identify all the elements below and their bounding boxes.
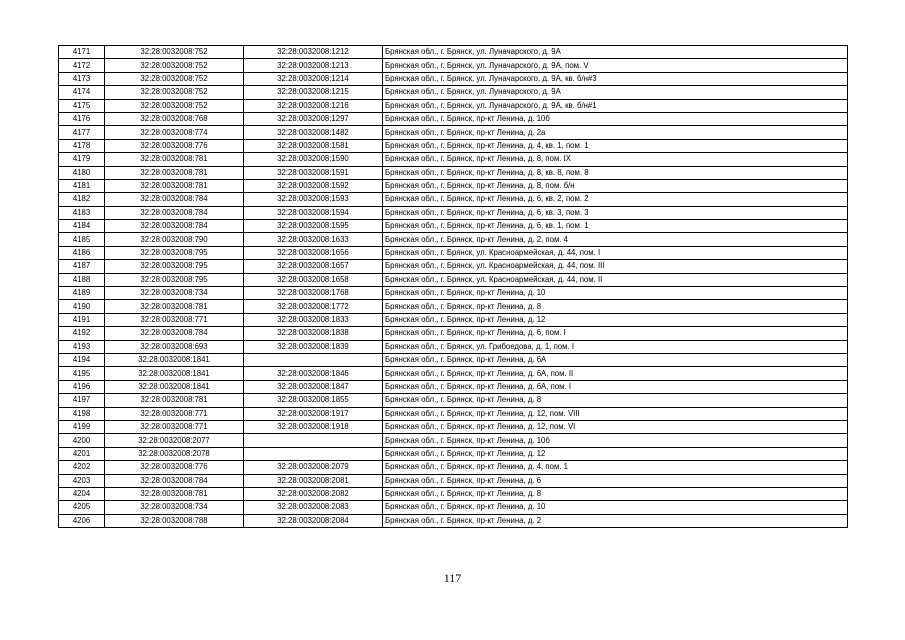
cell-address: Брянская обл., г. Брянск, пр-кт Ленина, д. 8, пом. IX	[383, 153, 848, 166]
table-row	[59, 206, 848, 219]
cell-address: Брянская обл., г. Брянск, пр-кт Ленина, д. 2	[383, 514, 848, 527]
table-row	[59, 86, 848, 99]
table-row	[59, 487, 848, 500]
table-row	[59, 153, 848, 166]
table-row	[59, 461, 848, 474]
cell-cadastral-number: 32:28:0032008:1593	[244, 193, 383, 206]
cell-address: Брянская обл., г. Брянск, пр-кт Ленина, д. 6, пом. I	[383, 327, 848, 340]
cell-cadastral-number: 32:28:0032008:1768	[244, 287, 383, 300]
cell-cadastral-number: 32:28:0032008:1594	[244, 206, 383, 219]
cell-address: Брянская обл., г. Брянск, ул. Красноармейская, д. 44, пом. III	[383, 260, 848, 273]
page-number: 117	[443, 571, 462, 585]
cell-address: Брянская обл., г. Брянск, пр-кт Ленина, д. 6, кв. 3, пом. 3	[383, 206, 848, 219]
cell-row-number: 4206	[59, 514, 105, 527]
cell-row-number: 4194	[59, 353, 105, 366]
cell-parent-cadastral-number: 32:28:0032008:784	[105, 206, 244, 219]
cell-cadastral-number: 32:28:0032008:1847	[244, 380, 383, 393]
cell-address: Брянская обл., г. Брянск, пр-кт Ленина, д. 8	[383, 300, 848, 313]
cell-cadastral-number: 32:28:0032008:2079	[244, 461, 383, 474]
table-row	[59, 112, 848, 125]
cell-cadastral-number: 32:28:0032008:1846	[244, 367, 383, 380]
cell-parent-cadastral-number: 32:28:0032008:752	[105, 72, 244, 85]
cell-address: Брянская обл., г. Брянск, ул. Луначарского, д. 9А	[383, 86, 848, 99]
table-row	[59, 179, 848, 192]
cell-parent-cadastral-number: 32:28:0032008:752	[105, 59, 244, 72]
cell-cadastral-number: 32:28:0032008:1839	[244, 340, 383, 353]
cell-parent-cadastral-number: 32:28:0032008:771	[105, 313, 244, 326]
cell-row-number: 4181	[59, 179, 105, 192]
cell-cadastral-number: 32:28:0032008:1917	[244, 407, 383, 420]
cell-parent-cadastral-number: 32:28:0032008:784	[105, 193, 244, 206]
cell-cadastral-number: 32:28:0032008:1297	[244, 112, 383, 125]
cell-row-number: 4175	[59, 99, 105, 112]
cell-parent-cadastral-number: 32:28:0032008:752	[105, 46, 244, 59]
cell-row-number: 4174	[59, 86, 105, 99]
cell-row-number: 4183	[59, 206, 105, 219]
cell-cadastral-number: 32:28:0032008:1855	[244, 394, 383, 407]
table-row	[59, 353, 848, 366]
cell-row-number: 4197	[59, 394, 105, 407]
table-row	[59, 501, 848, 514]
cell-address: Брянская обл., г. Брянск, ул. Луначарского, д. 9А	[383, 46, 848, 59]
cell-parent-cadastral-number: 32:28:0032008:771	[105, 420, 244, 433]
table-row	[59, 46, 848, 59]
cell-cadastral-number: 32:28:0032008:2081	[244, 474, 383, 487]
cell-parent-cadastral-number: 32:28:0032008:771	[105, 407, 244, 420]
cadastral-table	[58, 45, 848, 528]
table-row	[59, 99, 848, 112]
table-row	[59, 394, 848, 407]
cell-row-number: 4201	[59, 447, 105, 460]
cell-cadastral-number: 32:28:0032008:1581	[244, 139, 383, 152]
cell-parent-cadastral-number: 32:28:0032008:781	[105, 179, 244, 192]
cell-parent-cadastral-number: 32:28:0032008:795	[105, 260, 244, 273]
cell-parent-cadastral-number: 32:28:0032008:781	[105, 394, 244, 407]
table-row	[59, 126, 848, 139]
cell-row-number: 4195	[59, 367, 105, 380]
cell-parent-cadastral-number: 32:28:0032008:768	[105, 112, 244, 125]
cell-parent-cadastral-number: 32:28:0032008:734	[105, 501, 244, 514]
cell-cadastral-number: 32:28:0032008:1918	[244, 420, 383, 433]
cell-address: Брянская обл., г. Брянск, пр-кт Ленина, д. 6, кв. 1, пом. 1	[383, 220, 848, 233]
cell-row-number: 4193	[59, 340, 105, 353]
cell-row-number: 4196	[59, 380, 105, 393]
table-row	[59, 367, 848, 380]
cell-row-number: 4198	[59, 407, 105, 420]
cell-address: Брянская обл., г. Брянск, пр-кт Ленина, д. 8, кв. 8, пом. 8	[383, 166, 848, 179]
cell-cadastral-number	[244, 447, 383, 460]
cell-cadastral-number	[244, 434, 383, 447]
cell-cadastral-number: 32:28:0032008:1657	[244, 260, 383, 273]
cell-parent-cadastral-number: 32:28:0032008:1841	[105, 353, 244, 366]
table-row	[59, 193, 848, 206]
cell-row-number: 4173	[59, 72, 105, 85]
cell-parent-cadastral-number: 32:28:0032008:752	[105, 99, 244, 112]
cell-row-number: 4180	[59, 166, 105, 179]
cell-parent-cadastral-number: 32:28:0032008:781	[105, 166, 244, 179]
table-row	[59, 139, 848, 152]
cell-row-number: 4185	[59, 233, 105, 246]
cell-parent-cadastral-number: 32:28:0032008:734	[105, 287, 244, 300]
cell-parent-cadastral-number: 32:28:0032008:2078	[105, 447, 244, 460]
cell-address: Брянская обл., г. Брянск, ул. Луначарского, д. 9А, кв. б/н#3	[383, 72, 848, 85]
cell-row-number: 4172	[59, 59, 105, 72]
table-row	[59, 273, 848, 286]
cell-cadastral-number: 32:28:0032008:1482	[244, 126, 383, 139]
cell-row-number: 4184	[59, 220, 105, 233]
cell-cadastral-number: 32:28:0032008:2083	[244, 501, 383, 514]
cell-parent-cadastral-number: 32:28:0032008:784	[105, 474, 244, 487]
cell-address: Брянская обл., г. Брянск, пр-кт Ленина, д. 12	[383, 313, 848, 326]
cell-address: Брянская обл., г. Брянск, пр-кт Ленина, д. 2, пом. 4	[383, 233, 848, 246]
table-row	[59, 59, 848, 72]
cell-parent-cadastral-number: 32:28:0032008:2077	[105, 434, 244, 447]
cell-address: Брянская обл., г. Брянск, ул. Луначарского, д. 9А, пом. V	[383, 59, 848, 72]
cell-cadastral-number: 32:28:0032008:1591	[244, 166, 383, 179]
cell-cadastral-number: 32:28:0032008:1214	[244, 72, 383, 85]
cell-parent-cadastral-number: 32:28:0032008:790	[105, 233, 244, 246]
cell-address: Брянская обл., г. Брянск, пр-кт Ленина, д. 6А	[383, 353, 848, 366]
cell-cadastral-number: 32:28:0032008:1658	[244, 273, 383, 286]
cell-address: Брянская обл., г. Брянск, пр-кт Ленина, д. 8	[383, 487, 848, 500]
cell-address: Брянская обл., г. Брянск, ул. Луначарского, д. 9А, кв. б/н#1	[383, 99, 848, 112]
cell-address: Брянская обл., г. Брянск, пр-кт Ленина, д. 4, кв. 1, пом. 1	[383, 139, 848, 152]
table-row	[59, 514, 848, 527]
cell-parent-cadastral-number: 32:28:0032008:781	[105, 487, 244, 500]
cell-cadastral-number: 32:28:0032008:1213	[244, 59, 383, 72]
cell-parent-cadastral-number: 32:28:0032008:1841	[105, 380, 244, 393]
cell-cadastral-number: 32:28:0032008:2084	[244, 514, 383, 527]
cell-address: Брянская обл., г. Брянск, пр-кт Ленина, д. 12	[383, 447, 848, 460]
table-row	[59, 220, 848, 233]
cell-parent-cadastral-number: 32:28:0032008:781	[105, 300, 244, 313]
cell-row-number: 4176	[59, 112, 105, 125]
table-row	[59, 474, 848, 487]
cell-parent-cadastral-number: 32:28:0032008:795	[105, 246, 244, 259]
table-row	[59, 260, 848, 273]
cell-address: Брянская обл., г. Брянск, пр-кт Ленина, д. 2а	[383, 126, 848, 139]
cell-parent-cadastral-number: 32:28:0032008:776	[105, 139, 244, 152]
table-row	[59, 340, 848, 353]
table-row	[59, 233, 848, 246]
table-row	[59, 313, 848, 326]
cell-parent-cadastral-number: 32:28:0032008:1841	[105, 367, 244, 380]
cell-address: Брянская обл., г. Брянск, пр-кт Ленина, д. 6А, пом. I	[383, 380, 848, 393]
cell-cadastral-number: 32:28:0032008:1590	[244, 153, 383, 166]
table-body	[59, 46, 848, 528]
table-row	[59, 420, 848, 433]
table-row	[59, 72, 848, 85]
cell-cadastral-number: 32:28:0032008:1656	[244, 246, 383, 259]
cell-row-number: 4188	[59, 273, 105, 286]
cell-cadastral-number: 32:28:0032008:1833	[244, 313, 383, 326]
cell-row-number: 4199	[59, 420, 105, 433]
cell-address: Брянская обл., г. Брянск, ул. Красноармейская, д. 44, пом. I	[383, 246, 848, 259]
cell-cadastral-number	[244, 353, 383, 366]
cell-parent-cadastral-number: 32:28:0032008:784	[105, 327, 244, 340]
cell-row-number: 4189	[59, 287, 105, 300]
cell-parent-cadastral-number: 32:28:0032008:752	[105, 86, 244, 99]
table-row	[59, 166, 848, 179]
table-row	[59, 246, 848, 259]
table-row	[59, 380, 848, 393]
cell-address: Брянская обл., г. Брянск, ул. Грибоедова, д. 1, пом. I	[383, 340, 848, 353]
cell-row-number: 4178	[59, 139, 105, 152]
cell-cadastral-number: 32:28:0032008:1633	[244, 233, 383, 246]
cell-row-number: 4177	[59, 126, 105, 139]
cell-cadastral-number: 32:28:0032008:1215	[244, 86, 383, 99]
cell-row-number: 4203	[59, 474, 105, 487]
cell-row-number: 4190	[59, 300, 105, 313]
cell-cadastral-number: 32:28:0032008:1592	[244, 179, 383, 192]
cell-address: Брянская обл., г. Брянск, пр-кт Ленина, д. 8, пом. б/н	[383, 179, 848, 192]
cell-parent-cadastral-number: 32:28:0032008:795	[105, 273, 244, 286]
cell-row-number: 4182	[59, 193, 105, 206]
cell-row-number: 4171	[59, 46, 105, 59]
table-row	[59, 287, 848, 300]
cell-address: Брянская обл., г. Брянск, пр-кт Ленина, д. 10	[383, 287, 848, 300]
table-row	[59, 407, 848, 420]
table-row	[59, 327, 848, 340]
cell-address: Брянская обл., г. Брянск, ул. Красноармейская, д. 44, пом. II	[383, 273, 848, 286]
cell-row-number: 4200	[59, 434, 105, 447]
cell-address: Брянская обл., г. Брянск, пр-кт Ленина, д. 10б	[383, 434, 848, 447]
cell-row-number: 4179	[59, 153, 105, 166]
table-row	[59, 300, 848, 313]
cell-address: Брянская обл., г. Брянск, пр-кт Ленина, д. 12, пом. VI	[383, 420, 848, 433]
cell-parent-cadastral-number: 32:28:0032008:788	[105, 514, 244, 527]
cell-row-number: 4187	[59, 260, 105, 273]
cell-cadastral-number: 32:28:0032008:1216	[244, 99, 383, 112]
cell-row-number: 4191	[59, 313, 105, 326]
cell-cadastral-number: 32:28:0032008:1595	[244, 220, 383, 233]
cell-address: Брянская обл., г. Брянск, пр-кт Ленина, д. 6А, пом. II	[383, 367, 848, 380]
table-row	[59, 447, 848, 460]
table-row	[59, 434, 848, 447]
cell-parent-cadastral-number: 32:28:0032008:693	[105, 340, 244, 353]
cell-row-number: 4204	[59, 487, 105, 500]
cell-address: Брянская обл., г. Брянск, пр-кт Ленина, д. 8	[383, 394, 848, 407]
cell-parent-cadastral-number: 32:28:0032008:774	[105, 126, 244, 139]
cell-address: Брянская обл., г. Брянск, пр-кт Ленина, д. 10	[383, 501, 848, 514]
cell-address: Брянская обл., г. Брянск, пр-кт Ленина, д. 6	[383, 474, 848, 487]
cell-parent-cadastral-number: 32:28:0032008:784	[105, 220, 244, 233]
cell-row-number: 4192	[59, 327, 105, 340]
cell-cadastral-number: 32:28:0032008:1838	[244, 327, 383, 340]
cell-row-number: 4205	[59, 501, 105, 514]
cell-cadastral-number: 32:28:0032008:1212	[244, 46, 383, 59]
cell-cadastral-number: 32:28:0032008:1772	[244, 300, 383, 313]
cell-address: Брянская обл., г. Брянск, пр-кт Ленина, д. 12, пом. VIII	[383, 407, 848, 420]
cell-parent-cadastral-number: 32:28:0032008:776	[105, 461, 244, 474]
cell-address: Брянская обл., г. Брянск, пр-кт Ленина, д. 6, кв. 2, пом. 2	[383, 193, 848, 206]
cell-parent-cadastral-number: 32:28:0032008:781	[105, 153, 244, 166]
cell-row-number: 4202	[59, 461, 105, 474]
cell-address: Брянская обл., г. Брянск, пр-кт Ленина, д. 10б	[383, 112, 848, 125]
cell-cadastral-number: 32:28:0032008:2082	[244, 487, 383, 500]
cell-row-number: 4186	[59, 246, 105, 259]
cell-address: Брянская обл., г. Брянск, пр-кт Ленина, д. 4, пом. 1	[383, 461, 848, 474]
